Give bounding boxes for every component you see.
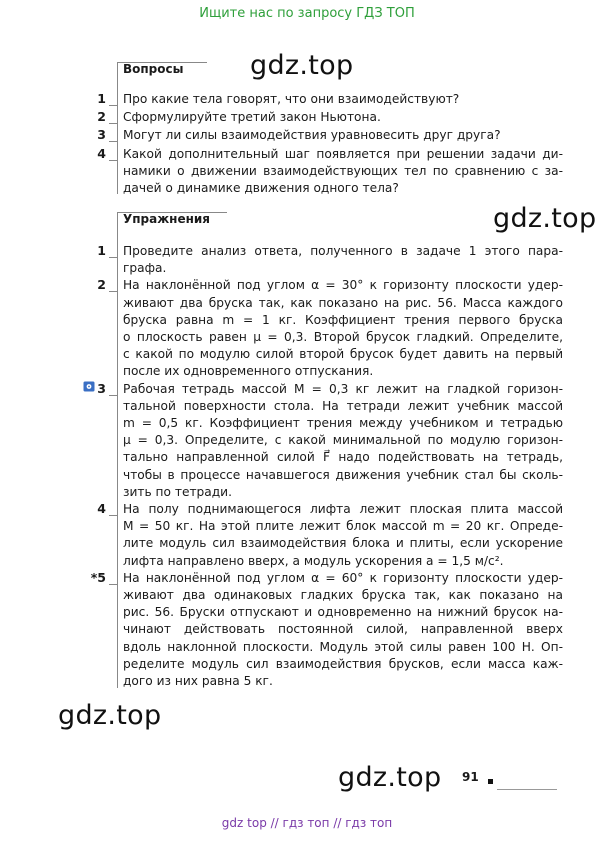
item-line: M = 50 кг. На этой плите лежит блок массой m = 20 кг. Опреде-: [123, 519, 563, 534]
item-line: живают два одинаковых гладких бруска так, как показано на: [123, 588, 563, 602]
item-line: лифта направлено вверх, а модуль ускорения a = 1,5 м/с².: [123, 553, 504, 568]
item-text: [123, 277, 563, 380]
item-text: [123, 109, 563, 126]
item-text: [123, 146, 563, 198]
item-text: [123, 243, 563, 277]
item-line: с какой по модулю силой второй брусок будет давить на первый: [123, 347, 563, 362]
item-text: [123, 127, 563, 144]
item-line: Могут ли силы взаимодействия уравновесить друг друга?: [123, 128, 501, 143]
questions-title: Вопросы: [123, 62, 184, 76]
item-line: графа.: [123, 261, 167, 276]
item-tick: [109, 395, 117, 396]
item-line: вдоль наклонной плоскости. Модуль этой силы равен 100 Н. Оп-: [123, 639, 563, 654]
footer-links[interactable]: gdz top // гдз топ // гдз топ: [221, 816, 393, 830]
footer-rule: [497, 789, 557, 790]
item-tick: [109, 584, 117, 585]
item-line: рис. 56. Бруски отпускают и одновременно на нижний брусок на-: [123, 605, 563, 620]
item-number: *5: [90, 569, 106, 585]
promo-banner: Ищите нас по запросу ГДЗ ТОП: [199, 6, 415, 21]
item-line: На наклонённой под углом α = 60° к горизонту плоскости удер-: [123, 570, 563, 585]
item-line: Проведите анализ ответа, полученного в задаче 1 этого пара-: [123, 244, 563, 258]
item-line: m = 0,5 кг. Коэффициент трения между учебником и тетрадью: [123, 416, 563, 430]
item-line: чтобы в процессе начавшегося движения учебник стал бы сколь-: [123, 467, 563, 482]
page-marker: [488, 779, 493, 784]
item-line: тально направленной силой F⃗ надо подействовать на тетрадь,: [123, 450, 563, 465]
watermark: gdz.top: [250, 50, 354, 81]
item-line: намики о движении взаимодействующих тел по сравнению с за-: [123, 163, 563, 178]
item-line: чинают действовать постоянной силой, направленной вверх: [123, 622, 563, 637]
item-number: 3: [97, 380, 106, 396]
item-text: [123, 91, 563, 108]
item-tick: [109, 105, 117, 106]
item-number: 4: [97, 145, 106, 161]
item-tick: [109, 160, 117, 161]
item-line: На наклонённой под углом α = 30° к горизонту плоскости удер-: [123, 278, 563, 293]
item-line: тальной поверхности стола. На тетради лежит учебник массой: [123, 398, 563, 413]
item-line: после их одновременного отпускания.: [123, 364, 374, 379]
item-line: Рабочая тетрадь массой M = 0,3 кг лежит на гладкой горизон-: [123, 381, 563, 396]
item-line: дого из них равна 5 кг.: [123, 674, 273, 689]
page-number: 91: [462, 770, 479, 784]
item-line: бруска равна m = 1 кг. Коэффициент трения первого бруска: [123, 312, 563, 327]
section-margin-line: [117, 62, 118, 194]
item-text: [123, 381, 563, 501]
item-line: Какой дополнительный шаг появляется при решении задачи ди-: [123, 146, 563, 161]
item-number: 1: [97, 243, 106, 258]
item-tick: [109, 123, 117, 124]
item-line: зить по тетради.: [123, 484, 232, 499]
item-line: лите модуль сил взаимодействия блока и плиты, если ускорение: [123, 536, 563, 551]
watermark: gdz.top: [58, 700, 162, 731]
item-tick: [109, 291, 117, 292]
item-number: 1: [97, 91, 106, 106]
item-tick: [109, 257, 117, 258]
item-number: 2: [97, 277, 106, 293]
item-text: [123, 570, 563, 690]
item-line: о плоскость равен μ = 0,3. Второй брусок гладкий. Определите,: [123, 330, 563, 344]
item-line: μ = 0,3. Определите, с какой минимальной по модулю горизон-: [123, 433, 563, 448]
item-tick: [109, 141, 117, 142]
watermark: gdz.top: [338, 762, 442, 793]
item-line: дачей о динамике движения одного тела?: [123, 181, 399, 195]
exercises-title: Упражнения: [123, 212, 211, 226]
item-number: 2: [97, 109, 106, 125]
item-line: Сформулируйте третий закон Ньютона.: [123, 110, 381, 125]
item-number: 4: [97, 501, 106, 516]
item-tick: [109, 515, 117, 516]
item-line: Про какие тела говорят, что они взаимодействуют?: [123, 92, 460, 106]
workbook-icon: [83, 381, 95, 392]
item-line: На полу поднимающегося лифта лежит плоская плита массой: [123, 502, 563, 516]
item-text: [123, 501, 563, 570]
item-number: 3: [97, 127, 106, 143]
watermark: gdz.top: [493, 203, 597, 234]
item-line: живают два бруска так, как показано на рис. 56. Масса каждого: [123, 295, 563, 310]
section-margin-line: [117, 212, 118, 688]
item-line: ределите модуль сил взаимодействия брусков, если масса каж-: [123, 656, 563, 671]
